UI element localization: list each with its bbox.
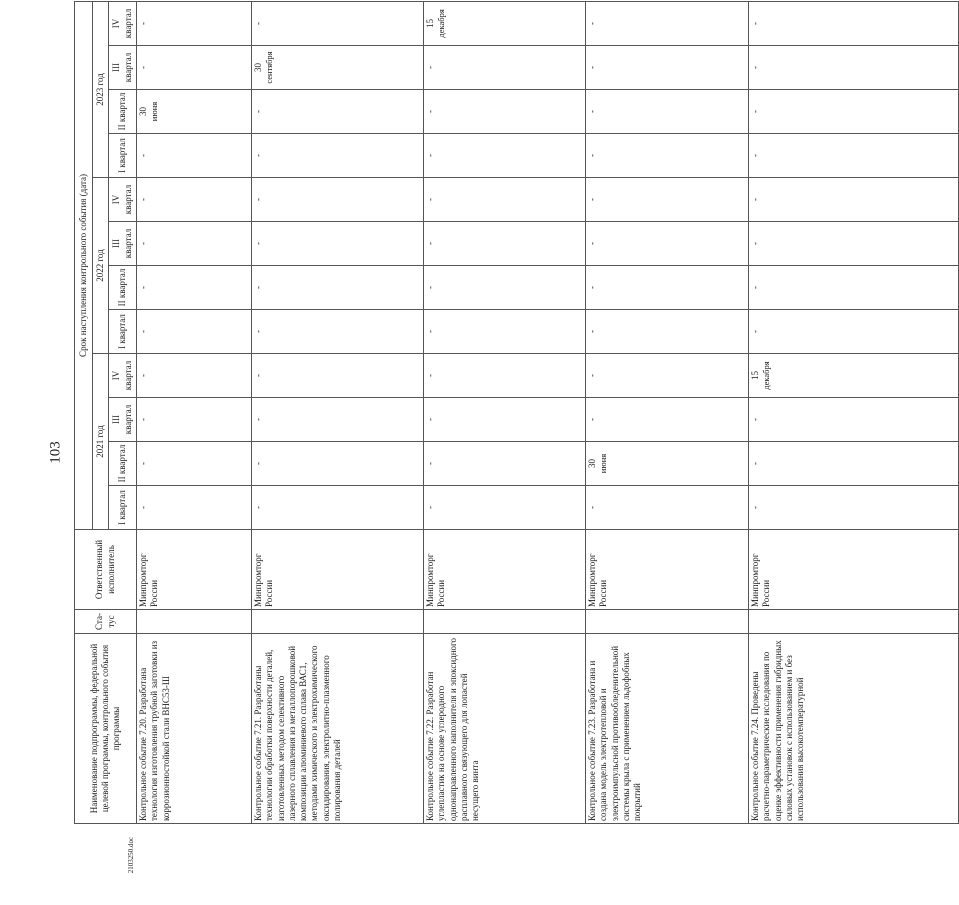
header-name: Наименование подпрограммы, федеральной целевой программы, контрольного события программы xyxy=(75,634,137,824)
date-day: - xyxy=(425,286,435,289)
footer-document-id: 2103250.doc xyxy=(127,836,135,874)
date-day: - xyxy=(750,330,760,333)
quarter-value-cell xyxy=(137,310,252,354)
date-day: - xyxy=(253,330,263,333)
quarter-value-cell xyxy=(252,90,424,134)
date-day: - xyxy=(138,21,148,25)
date-day: 15 xyxy=(425,18,435,28)
rotated-table-wrapper xyxy=(74,2,805,824)
header-quarter: I квартал xyxy=(109,486,137,530)
status-cell xyxy=(749,610,959,634)
date-day: - xyxy=(750,66,760,69)
date-day: - xyxy=(253,462,263,465)
quarter-value-cell xyxy=(252,486,424,530)
date-day: - xyxy=(138,506,148,509)
quarter-value-cell xyxy=(252,398,424,442)
quarter-value-cell xyxy=(137,134,252,178)
page-number: 103 xyxy=(47,441,64,464)
header-quarter: III квартал xyxy=(109,222,137,266)
date-day: - xyxy=(750,242,760,245)
quarter-value-cell xyxy=(586,442,749,486)
quarter-value-cell xyxy=(749,442,959,486)
control-event-name: Контрольное событие 7.21. Разработаны технологии обработки поверхности деталей, изготовленных методом селективного лазерного сплавления из металлопорошковой композиции алюминиевого сплава ВАС1, методами химического и электрохимического оксидирования, электролитно-плазменного полирования деталей xyxy=(252,634,424,824)
date-day: - xyxy=(750,198,760,201)
executor-cell: Минпромторг России xyxy=(137,530,252,610)
date-day: - xyxy=(425,506,435,509)
date-day: - xyxy=(750,506,760,509)
executor-cell: Минпромторг России xyxy=(252,530,424,610)
quarter-value-cell xyxy=(137,354,252,398)
quarter-value-cell xyxy=(749,266,959,310)
quarter-value-cell xyxy=(586,310,749,354)
header-quarter: I квартал xyxy=(109,310,137,354)
table-row xyxy=(424,1,586,823)
date-month: июня xyxy=(149,101,160,122)
table-row xyxy=(137,1,252,823)
header-quarter: I квартал xyxy=(109,134,137,178)
table-row xyxy=(749,1,959,823)
status-cell xyxy=(424,610,586,634)
quarter-value-cell xyxy=(586,178,749,222)
quarter-value-cell xyxy=(586,1,749,45)
header-quarter: II квартал xyxy=(109,90,137,134)
date-day: - xyxy=(253,374,263,377)
date-day: - xyxy=(750,21,760,25)
quarter-value-cell xyxy=(586,398,749,442)
date-day: - xyxy=(425,154,435,157)
header-term-group: Срок наступления контрольного события (дата) xyxy=(75,1,93,529)
control-events-table xyxy=(74,1,959,824)
date-day: - xyxy=(750,154,760,157)
date-day: - xyxy=(253,198,263,201)
status-cell xyxy=(586,610,749,634)
executor-cell: Минпромторг России xyxy=(586,530,749,610)
quarter-value-cell xyxy=(252,442,424,486)
quarter-value-cell xyxy=(749,486,959,530)
quarter-value-cell xyxy=(252,46,424,90)
header-quarter: IV квартал xyxy=(109,1,137,45)
date-day: - xyxy=(587,21,597,25)
date-day: - xyxy=(587,154,597,157)
date-day: - xyxy=(138,242,148,245)
quarter-value-cell xyxy=(749,1,959,45)
date-day: - xyxy=(138,462,148,465)
date-day: - xyxy=(587,242,597,245)
quarter-value-cell xyxy=(749,134,959,178)
date-day: 30 xyxy=(587,459,597,468)
date-month: сентября xyxy=(264,51,275,84)
date-day: - xyxy=(587,330,597,333)
control-event-name: Контрольное событие 7.20. Разработана технология изготовления трубной заготовки из коррозионностойкой стали ВНС53-Ш xyxy=(137,634,252,824)
header-quarter: II квартал xyxy=(109,266,137,310)
quarter-value-cell xyxy=(586,134,749,178)
quarter-value-cell xyxy=(424,442,586,486)
quarter-value-cell xyxy=(252,310,424,354)
quarter-value-cell xyxy=(252,134,424,178)
quarter-value-cell xyxy=(137,46,252,90)
quarter-value-cell xyxy=(424,1,586,45)
date-day: - xyxy=(138,286,148,289)
header-quarter: III квартал xyxy=(109,398,137,442)
date-day: - xyxy=(750,462,760,465)
quarter-value-cell xyxy=(749,354,959,398)
date-month: декабря xyxy=(761,361,772,390)
date-day: - xyxy=(425,418,435,421)
quarter-value-cell xyxy=(749,90,959,134)
executor-cell: Минпромторг России xyxy=(749,530,959,610)
date-day: - xyxy=(587,198,597,201)
date-day: - xyxy=(587,110,597,113)
date-day: - xyxy=(253,418,263,421)
date-day: - xyxy=(587,374,597,377)
quarter-value-cell xyxy=(252,266,424,310)
control-event-name: Контрольное событие 7.22. Разработан углепластик на основе углеродного однонаправленного наполнителя и эпоксидного расплавного связующего для лопастей несущего винта xyxy=(424,634,586,824)
date-month: июня xyxy=(598,453,609,474)
quarter-value-cell xyxy=(137,486,252,530)
quarter-value-cell xyxy=(749,398,959,442)
quarter-value-cell xyxy=(252,178,424,222)
date-day: - xyxy=(253,242,263,245)
date-day: - xyxy=(750,110,760,113)
quarter-value-cell xyxy=(137,1,252,45)
quarter-value-cell xyxy=(252,222,424,266)
table-row xyxy=(252,1,424,823)
status-cell xyxy=(252,610,424,634)
date-day: - xyxy=(425,242,435,245)
quarter-value-cell xyxy=(749,310,959,354)
quarter-value-cell xyxy=(424,178,586,222)
quarter-value-cell xyxy=(424,134,586,178)
date-day: - xyxy=(138,418,148,421)
header-year-2022: 2022 год xyxy=(93,178,109,354)
quarter-value-cell xyxy=(424,266,586,310)
date-day: - xyxy=(587,66,597,69)
date-day: - xyxy=(425,462,435,465)
header-quarter: IV квартал xyxy=(109,354,137,398)
status-cell xyxy=(137,610,252,634)
quarter-value-cell xyxy=(586,486,749,530)
date-day: - xyxy=(425,374,435,377)
date-day: - xyxy=(253,110,263,113)
date-day: - xyxy=(138,374,148,377)
quarter-value-cell xyxy=(252,354,424,398)
header-quarter: II квартал xyxy=(109,442,137,486)
date-month: декабря xyxy=(436,9,447,38)
date-day: - xyxy=(138,198,148,201)
quarter-value-cell xyxy=(586,46,749,90)
date-day: - xyxy=(138,330,148,333)
quarter-value-cell xyxy=(749,178,959,222)
quarter-value-cell xyxy=(137,266,252,310)
date-day: - xyxy=(425,66,435,69)
quarter-value-cell xyxy=(424,90,586,134)
date-day: - xyxy=(750,286,760,289)
quarter-value-cell xyxy=(586,266,749,310)
date-day: - xyxy=(425,110,435,113)
date-day: - xyxy=(253,21,263,25)
quarter-value-cell xyxy=(424,398,586,442)
quarter-value-cell xyxy=(137,442,252,486)
quarter-value-cell xyxy=(137,398,252,442)
quarter-value-cell xyxy=(749,46,959,90)
header-year-2021: 2021 год xyxy=(93,354,109,530)
header-year-2023: 2023 год xyxy=(93,1,109,177)
header-status: Ста-тус xyxy=(75,610,137,634)
control-event-name: Контрольное событие 7.24. Проведены расчетно-параметрические исследования по оценке эффективности применения гибридных силовых установок с использованием и без использования высокотемпературной xyxy=(749,634,959,824)
date-day: - xyxy=(253,154,263,157)
date-day: 15 xyxy=(750,371,760,380)
quarter-value-cell xyxy=(137,90,252,134)
date-day: - xyxy=(425,198,435,201)
control-event-name: Контрольное событие 7.23. Разработана и создана модель электротепловой и электроимпульсной противообледенительной системы крыла с применением льдофобных покрытий xyxy=(586,634,749,824)
date-day: 30 xyxy=(253,63,263,72)
quarter-value-cell xyxy=(424,46,586,90)
header-quarter: IV квартал xyxy=(109,178,137,222)
quarter-value-cell xyxy=(424,310,586,354)
header-executor: Ответственный исполнитель xyxy=(75,530,137,610)
quarter-value-cell xyxy=(252,1,424,45)
date-day: - xyxy=(587,418,597,421)
quarter-value-cell xyxy=(586,90,749,134)
date-day: - xyxy=(138,66,148,69)
date-day: - xyxy=(750,418,760,421)
date-day: - xyxy=(253,506,263,509)
date-day: - xyxy=(138,154,148,157)
date-day: - xyxy=(587,286,597,289)
executor-cell: Минпромторг России xyxy=(424,530,586,610)
date-day: - xyxy=(253,286,263,289)
quarter-value-cell xyxy=(137,222,252,266)
quarter-value-cell xyxy=(424,222,586,266)
quarter-value-cell xyxy=(424,354,586,398)
quarter-value-cell xyxy=(586,222,749,266)
quarter-value-cell xyxy=(424,486,586,530)
table-row xyxy=(586,1,749,823)
quarter-value-cell xyxy=(137,178,252,222)
quarter-value-cell xyxy=(586,354,749,398)
date-day: 30 xyxy=(138,107,148,116)
date-day: - xyxy=(425,330,435,333)
header-quarter: III квартал xyxy=(109,46,137,90)
date-day: - xyxy=(587,506,597,509)
quarter-value-cell xyxy=(749,222,959,266)
